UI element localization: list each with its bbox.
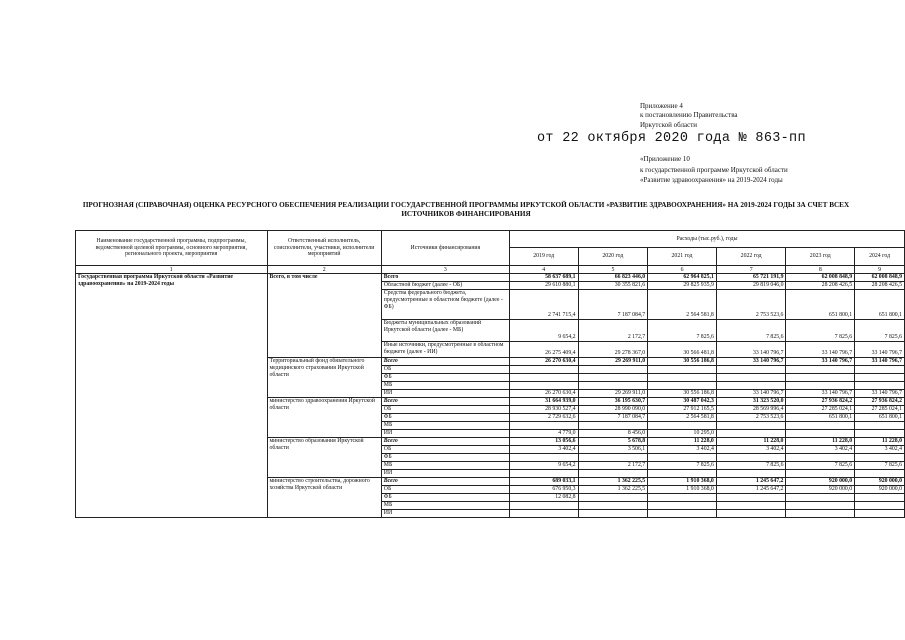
value-cell: 33 140 796,7	[786, 390, 855, 398]
value-cell: 58 637 689,1	[509, 274, 578, 282]
value-cell: 3 402,4	[509, 446, 578, 454]
source-cell: ФБ	[381, 414, 509, 422]
source-cell: ОБ	[381, 446, 509, 454]
executor-cell: Территориальный фонд обязательного медицинского страхования Иркутской области	[267, 358, 381, 398]
value-cell	[855, 374, 905, 382]
value-cell	[578, 454, 648, 462]
value-cell	[509, 454, 578, 462]
value-cell	[716, 422, 786, 430]
value-cell	[509, 382, 578, 390]
value-cell: 9 654,2	[509, 462, 578, 470]
value-cell	[855, 454, 905, 462]
value-cell	[716, 470, 786, 478]
value-cell: 28 208 426,5	[786, 282, 855, 290]
value-cell	[648, 366, 717, 374]
annex-line: к государственной программе Иркутской области	[640, 165, 788, 174]
value-cell: 1 910 368,0	[648, 478, 717, 486]
value-cell: 10 295,0	[648, 430, 717, 438]
value-cell	[855, 382, 905, 390]
source-cell: ОБ	[381, 486, 509, 494]
value-cell: 7 825,6	[786, 320, 855, 342]
value-cell: 920 000,0	[786, 486, 855, 494]
value-cell	[648, 510, 717, 518]
source-cell: Всего	[381, 274, 509, 282]
value-cell	[578, 366, 648, 374]
executor-cell: министерство образования Иркутской области	[267, 438, 381, 478]
value-cell: 676 950,3	[509, 486, 578, 494]
value-cell: 36 195 630,7	[578, 398, 648, 406]
source-cell: ФБ	[381, 374, 509, 382]
value-cell	[578, 374, 648, 382]
value-cell: 7 825,6	[855, 320, 905, 342]
value-cell: 3 402,4	[716, 446, 786, 454]
value-cell: 3 402,4	[648, 446, 717, 454]
value-cell: 7 825,6	[648, 462, 717, 470]
value-cell: 28 208 426,5	[855, 282, 905, 290]
value-cell: 62 964 825,1	[648, 274, 717, 282]
table-row	[76, 274, 905, 282]
value-cell	[786, 430, 855, 438]
value-cell: 1 245 647,2	[716, 478, 786, 486]
value-cell: 7 825,6	[648, 320, 717, 342]
executor-cell: министерство строительства, дорожного хозяйства Иркутской области	[267, 478, 381, 518]
value-cell: 11 228,0	[855, 438, 905, 446]
source-cell: Всего	[381, 478, 509, 486]
value-cell	[648, 382, 717, 390]
value-cell: 920 000,0	[855, 478, 905, 486]
value-cell	[648, 422, 717, 430]
value-cell: 33 140 796,7	[786, 358, 855, 366]
source-cell: Областной бюджет (далее - ОБ)	[381, 282, 509, 290]
year-header: 2024 год	[855, 248, 905, 266]
value-cell: 2 753 523,6	[716, 414, 786, 422]
value-cell	[578, 494, 648, 502]
value-cell: 33 140 796,7	[716, 358, 786, 366]
value-cell: 5 678,8	[578, 438, 648, 446]
value-cell	[855, 502, 905, 510]
value-cell	[716, 494, 786, 502]
value-cell: 29 278 367,0	[578, 342, 648, 358]
value-cell	[648, 470, 717, 478]
value-cell: 2 172,7	[578, 462, 648, 470]
value-cell	[578, 502, 648, 510]
value-cell	[716, 510, 786, 518]
table-body	[76, 274, 905, 518]
annex-line: «Развитие здравоохранения» на 2019-2024 годы	[640, 176, 783, 184]
value-cell: 29 269 911,0	[578, 390, 648, 398]
value-cell: 33 140 796,7	[855, 342, 905, 358]
column-number: 8	[786, 266, 855, 274]
value-cell	[786, 422, 855, 430]
source-cell: МБ	[381, 462, 509, 470]
value-cell	[716, 430, 786, 438]
value-cell: 29 610 880,1	[509, 282, 578, 290]
source-cell: ФБ	[381, 494, 509, 502]
value-cell: 4 779,0	[509, 430, 578, 438]
order-date-line: от 22 октября 2020 года № 863-пп	[537, 131, 806, 146]
value-cell	[578, 422, 648, 430]
value-cell: 30 355 821,6	[578, 282, 648, 290]
value-cell: 2 753 523,6	[716, 290, 786, 320]
value-cell: 33 140 796,7	[716, 342, 786, 358]
value-cell: 7 187 084,7	[578, 414, 648, 422]
value-cell: 33 140 796,7	[855, 390, 905, 398]
value-cell: 28 930 527,4	[509, 406, 578, 414]
value-cell: 2 741 715,4	[509, 290, 578, 320]
value-cell: 33 140 796,7	[716, 390, 786, 398]
value-cell: 7 825,6	[716, 320, 786, 342]
value-cell: 3 506,1	[578, 446, 648, 454]
value-cell	[648, 502, 717, 510]
value-cell	[786, 502, 855, 510]
source-cell: ФБ	[381, 454, 509, 462]
value-cell: 651 800,1	[855, 290, 905, 320]
value-cell: 33 140 796,7	[786, 342, 855, 358]
value-cell: 27 936 824,2	[855, 398, 905, 406]
executor-cell: министерство здравоохранения Иркутской области	[267, 398, 381, 438]
value-cell: 66 823 446,0	[578, 274, 648, 282]
value-cell: 28 569 996,4	[716, 406, 786, 414]
value-cell: 65 721 191,9	[716, 274, 786, 282]
value-cell: 31 664 939,0	[509, 398, 578, 406]
value-cell	[786, 382, 855, 390]
value-cell: 31 323 520,0	[716, 398, 786, 406]
value-cell	[509, 366, 578, 374]
source-cell: МБ	[381, 422, 509, 430]
value-cell: 30 556 186,8	[648, 390, 717, 398]
column-number: 3	[381, 266, 509, 274]
col-expenses-header: Расходы (тыс.руб.), годы	[509, 231, 904, 248]
source-cell: Всего	[381, 438, 509, 446]
value-cell: 11 228,0	[716, 438, 786, 446]
value-cell: 651 800,1	[855, 414, 905, 422]
value-cell	[716, 366, 786, 374]
col-source-header: Источники финансирования	[381, 231, 509, 266]
column-number: 4	[509, 266, 578, 274]
value-cell: 30 566 481,8	[648, 342, 717, 358]
value-cell: 27 285 024,1	[786, 406, 855, 414]
source-cell: МБ	[381, 502, 509, 510]
column-number: 2	[267, 266, 381, 274]
value-cell	[509, 470, 578, 478]
column-number: 7	[716, 266, 786, 274]
annex-line: «Приложение 10	[640, 155, 690, 163]
value-cell: 62 008 848,9	[855, 274, 905, 282]
annex-reference	[640, 154, 788, 186]
value-cell	[786, 454, 855, 462]
value-cell: 1 245 647,2	[716, 486, 786, 494]
value-cell: 26 270 630,4	[509, 390, 578, 398]
value-cell	[786, 374, 855, 382]
value-cell	[855, 366, 905, 374]
value-cell: 2 564 581,8	[648, 290, 717, 320]
value-cell	[786, 366, 855, 374]
value-cell: 27 912 165,5	[648, 406, 717, 414]
value-cell: 2 729 632,6	[509, 414, 578, 422]
source-cell: ИИ	[381, 510, 509, 518]
year-header: 2019 год	[509, 248, 578, 266]
source-cell: Бюджеты муниципальных образований Иркутской области (далее - МБ)	[381, 320, 509, 342]
value-cell: 2 564 581,8	[648, 414, 717, 422]
value-cell	[509, 510, 578, 518]
value-cell	[648, 454, 717, 462]
document-header	[640, 102, 738, 130]
source-cell: МБ	[381, 382, 509, 390]
value-cell: 1 362 225,5	[578, 478, 648, 486]
value-cell	[716, 382, 786, 390]
year-header: 2020 год	[578, 248, 648, 266]
header-line: Иркутской области	[640, 120, 698, 129]
program-name-cell: Государственная программа Иркутской области «Развитие здравоохранения» на 2019-2024 годы	[76, 274, 268, 518]
value-cell: 920 000,0	[786, 478, 855, 486]
value-cell: 62 008 848,9	[786, 274, 855, 282]
value-cell: 3 402,4	[855, 446, 905, 454]
value-cell: 7 825,6	[786, 462, 855, 470]
column-number: 9	[855, 266, 905, 274]
executor-cell: Всего, в том числе	[267, 274, 381, 358]
value-cell	[786, 470, 855, 478]
value-cell	[578, 382, 648, 390]
value-cell	[578, 470, 648, 478]
source-cell: ОБ	[381, 366, 509, 374]
value-cell: 26 270 630,4	[509, 358, 578, 366]
value-cell: 7 825,6	[716, 462, 786, 470]
value-cell	[648, 374, 717, 382]
column-numbers-row	[76, 266, 905, 274]
col-executor-header: Ответственный исполнитель, соисполнители, участники, исполнители мероприятий	[267, 231, 381, 266]
value-cell	[648, 494, 717, 502]
value-cell: 3 402,4	[786, 446, 855, 454]
value-cell: 11 228,0	[648, 438, 717, 446]
source-cell: Иные источники, предусмотренные в областном бюджете (далее - ИИ)	[381, 342, 509, 358]
value-cell	[716, 454, 786, 462]
year-header: 2023 год	[786, 248, 855, 266]
value-cell	[786, 494, 855, 502]
value-cell	[509, 422, 578, 430]
value-cell: 651 800,1	[786, 414, 855, 422]
value-cell: 30 487 042,3	[648, 398, 717, 406]
source-cell: ОБ	[381, 406, 509, 414]
value-cell	[855, 510, 905, 518]
value-cell: 1 910 368,0	[648, 486, 717, 494]
value-cell: 651 800,1	[786, 290, 855, 320]
value-cell	[855, 430, 905, 438]
value-cell: 11 228,0	[786, 438, 855, 446]
year-header: 2022 год	[716, 248, 786, 266]
source-cell: Всего	[381, 358, 509, 366]
year-header: 2021 год	[648, 248, 717, 266]
title-line: ПРОГНОЗНАЯ (СПРАВОЧНАЯ) ОЦЕНКА РЕСУРСНОГО ОБЕСПЕЧЕНИЯ РЕАЛИЗАЦИИ ГОСУДАРСТВЕННОЙ ПРОГРАММЫ ИРКУТСКОЙ ОБЛАСТИ «РАЗВИТИЕ ЗДРАВООХРАНЕНИЯ» НА 2019-2024 ГОДЫ ЗА СЧЕТ ВСЕХ	[82, 201, 850, 209]
value-cell	[855, 470, 905, 478]
header-line: к постановлению Правительства	[640, 111, 738, 120]
value-cell: 8 456,0	[578, 430, 648, 438]
value-cell: 7 187 084,7	[578, 290, 648, 320]
value-cell	[855, 494, 905, 502]
value-cell: 33 140 796,7	[855, 358, 905, 366]
value-cell: 7 825,6	[855, 462, 905, 470]
value-cell	[578, 510, 648, 518]
value-cell: 12 082,8	[509, 494, 578, 502]
value-cell: 1 362 225,5	[578, 486, 648, 494]
document-title	[66, 201, 866, 219]
value-cell	[716, 502, 786, 510]
value-cell: 30 556 186,8	[648, 358, 717, 366]
title-line: ИСТОЧНИКОВ ФИНАНСИРОВАНИЯ	[401, 210, 531, 218]
value-cell: 27 936 824,2	[786, 398, 855, 406]
value-cell: 28 990 090,0	[578, 406, 648, 414]
column-number: 6	[648, 266, 717, 274]
header-line: Приложение 4	[640, 102, 683, 110]
value-cell: 29 269 911,0	[578, 358, 648, 366]
value-cell: 2 172,7	[578, 320, 648, 342]
value-cell	[509, 502, 578, 510]
value-cell: 29 819 046,0	[716, 282, 786, 290]
source-cell: ИИ	[381, 430, 509, 438]
value-cell	[716, 374, 786, 382]
value-cell: 27 285 024,1	[855, 406, 905, 414]
resource-table	[75, 230, 905, 518]
source-cell: ИИ	[381, 470, 509, 478]
value-cell	[509, 374, 578, 382]
column-number: 1	[76, 266, 268, 274]
col-program-header: Наименование государственной программы, подпрограммы, ведомственной целевой программы, основного мероприятия, регионального проекта, мероприятия	[76, 231, 268, 266]
source-cell: ИИ	[381, 390, 509, 398]
value-cell	[786, 510, 855, 518]
value-cell: 689 033,1	[509, 478, 578, 486]
source-cell: Средства федерального бюджета, предусмотренные в областном бюджете (далее - ФБ)	[381, 290, 509, 320]
table-header	[76, 231, 905, 274]
value-cell: 920 000,0	[855, 486, 905, 494]
value-cell	[855, 422, 905, 430]
source-cell: Всего	[381, 398, 509, 406]
value-cell: 13 056,6	[509, 438, 578, 446]
value-cell: 9 654,2	[509, 320, 578, 342]
value-cell: 26 275 409,4	[509, 342, 578, 358]
column-number: 5	[578, 266, 648, 274]
value-cell: 29 825 935,9	[648, 282, 717, 290]
